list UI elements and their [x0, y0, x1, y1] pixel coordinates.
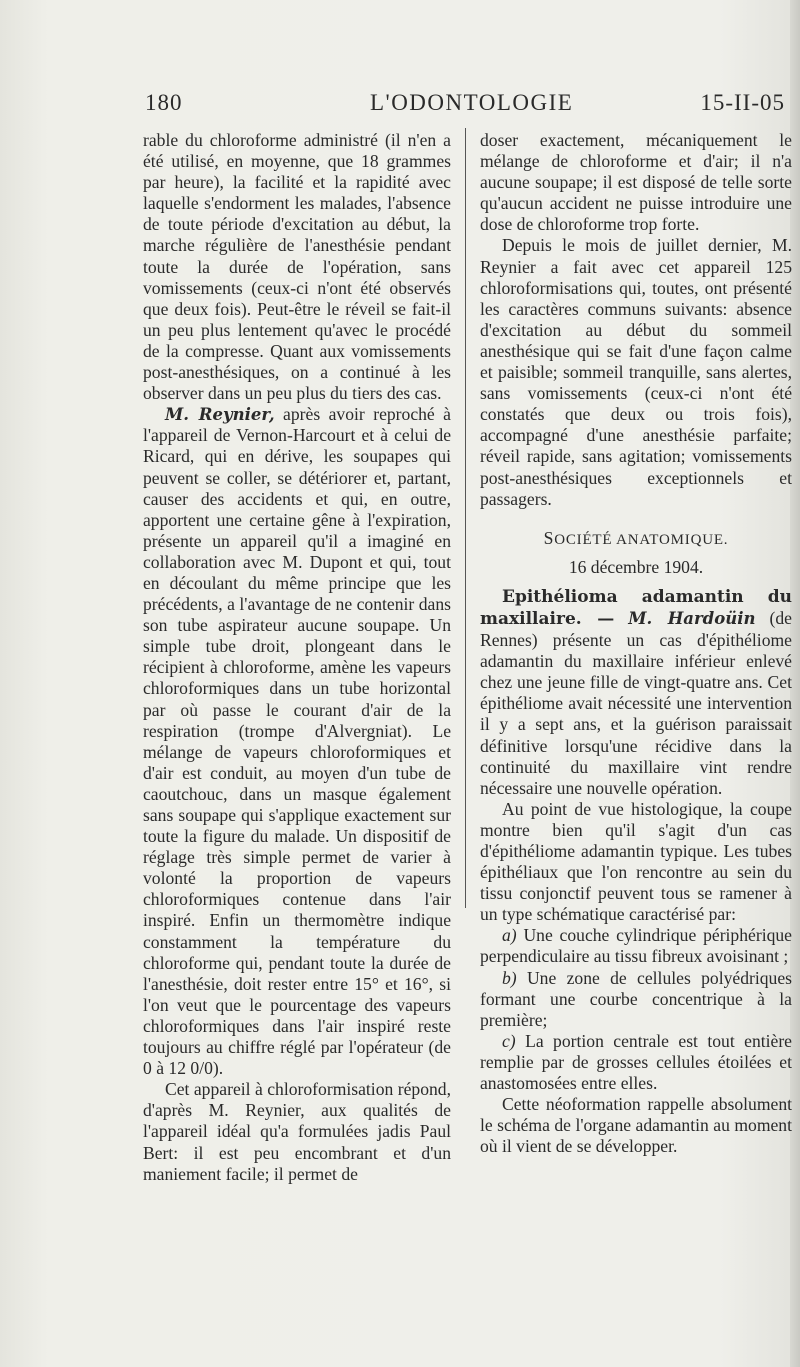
list-label: c)	[502, 1030, 516, 1051]
list-item	[480, 925, 792, 967]
list-label: b)	[502, 967, 517, 988]
article-subhead: Epithélioma adamantin du maxillaire. —	[480, 586, 792, 629]
section-heading	[480, 528, 792, 551]
paragraph: rable du chloroforme administré (il n'en a été utilisé, en moyenne, que 18 grammes par heure), la facilité et la rapidité avec laquelle s'endorment les malades, l'absence de toute période d'excitation au début, la marche régulière de l'anesthésie pendant toute la durée de l'opération, sans vomissements (ceux-ci n'ont été observés que deux fois). Peut-être le réveil se fait-il un peu plus lentement qu'avec le procédé de la compresse. Quant aux vomissements post-anesthésiques, on a continué à les observer dans un peu plus du tiers des cas.	[143, 130, 451, 404]
list-text: Une couche cylindrique périphérique perpendiculaire au tissu fibreux avoisinant ;	[480, 925, 792, 967]
paragraph-text: (de Rennes) présente un cas d'épithéliome adamantin du maxillaire inférieur enlevé chez une jeune fille de vingt-quatre ans. Cet épithéliome avait nécessité une intervention il y a sept ans, et la guérison paraissait définitive lorsqu'une récidive dans la continuité du maxillaire vint rendre nécessaire une nouvelle opération.	[480, 607, 792, 798]
column-divider	[465, 128, 466, 908]
author-name: M. Hardoüin	[628, 608, 756, 628]
list-item	[480, 1031, 792, 1094]
journal-title: L'ODONTOLOGIE	[370, 90, 574, 115]
right-column	[480, 130, 792, 1157]
paragraph: Cette néoformation rappelle absolument le schéma de l'organe adamantin au moment où il vient de se développer.	[480, 1094, 792, 1157]
section-date: 16 décembre 1904.	[568, 556, 704, 577]
list-text: Une zone de cellules polyédriques formant une courbe concentrique à la première;	[480, 967, 792, 1030]
paragraph: Au point de vue histologique, la coupe montre bien qu'il s'agit d'un cas d'épithéliome adamantin typique. Les tubes épithéliaux que l'on rencontre au sein du tissu conjonctif peuvent tous se ramener à un type schématique caractérisé par:	[480, 798, 792, 925]
section-heading-initial: S	[543, 527, 555, 548]
paragraph	[143, 404, 451, 1079]
paragraph: doser exactement, mécaniquement le mélange de chloroforme et d'air; il n'a aucune soupape; il est disposé de telle sorte qu'aucun accident ne puisse introduire une dose de chloroforme trop forte.	[480, 130, 792, 235]
paragraph: Depuis le mois de juillet dernier, M. Reynier a fait avec cet appareil 125 chloroformisations qui, toutes, ont présenté les caractères communs suivants: absence d'excitation au début du sommeil anesthésique qui se fait d'une façon calme et paisible; sommeil tranquille, sans alertes, sans vomissements (ceux-ci n'ont été constatés que deux ou trois fois), accompagné d'une anesthésie parfaite; réveil rapide, sans agitation; vomissements post-anesthésiques exceptionnels et passagers.	[480, 235, 792, 509]
section-heading-text: OCIÉTÉ ANATOMIQUE.	[554, 531, 729, 548]
running-header	[145, 90, 785, 120]
left-column	[143, 130, 451, 1185]
author-name: M. Reynier,	[165, 405, 275, 425]
list-item	[480, 968, 792, 1031]
issue-date: 15-II-05	[700, 90, 785, 115]
list-label: a)	[502, 925, 517, 946]
paragraph-text: après avoir reproché à l'appareil de Vernon-Harcourt et à celui de Ricard, qui en dérive, les soupapes qui peuvent se coller, se détériorer et, partant, causer des accidents et qui, en outre, apportent une certaine gêne à l'expiration, présente un appareil qu'il a imaginé en collaboration avec M. Dupont et qui, tout en découlant du même principe que les précédents, a l'avantage de ne contenir dans son tube aspirateur aucune soupape. Un simple tube droit, plongeant dans le récipient à chloroforme, amène les vapeurs chloroformiques dans un tube horizontal par où passe le courant d'air de la respiration (trompe d'Alvergniat). Le mélange de vapeurs chloroformiques et d'air est conduit, au moyen d'un tube de caoutchouc, dans un masque également sans soupape qui s'applique exactement sur toute la figure du malade. Un dispositif de réglage très simple permet de varier à volonté la proportion de vapeurs chloroformiques contenue dans l'air inspiré. Enfin un thermomètre indique constamment la température du chloroforme qui, pendant toute la durée de l'anesthésie, doit rester entre 15° et 16°, si l'on veut que le pourcentage des vapeurs chloroformiques dans l'air inspiré reste toujours au chiffre réglé par l'opérateur (de 0 à 12 0/0).	[143, 404, 451, 1079]
page-number: 180	[145, 90, 183, 115]
paragraph: Cet appareil à chloroformisation répond, d'après M. Reynier, aux qualités de l'appareil idéal qu'a formulées jadis Paul Bert: il est peu encombrant et d'un maniement facile; il permet de	[143, 1079, 451, 1184]
list-text: La portion centrale est tout entière remplie par de grosses cellules étoilées et anastomosées entre elles.	[480, 1030, 792, 1094]
paragraph	[480, 586, 792, 799]
